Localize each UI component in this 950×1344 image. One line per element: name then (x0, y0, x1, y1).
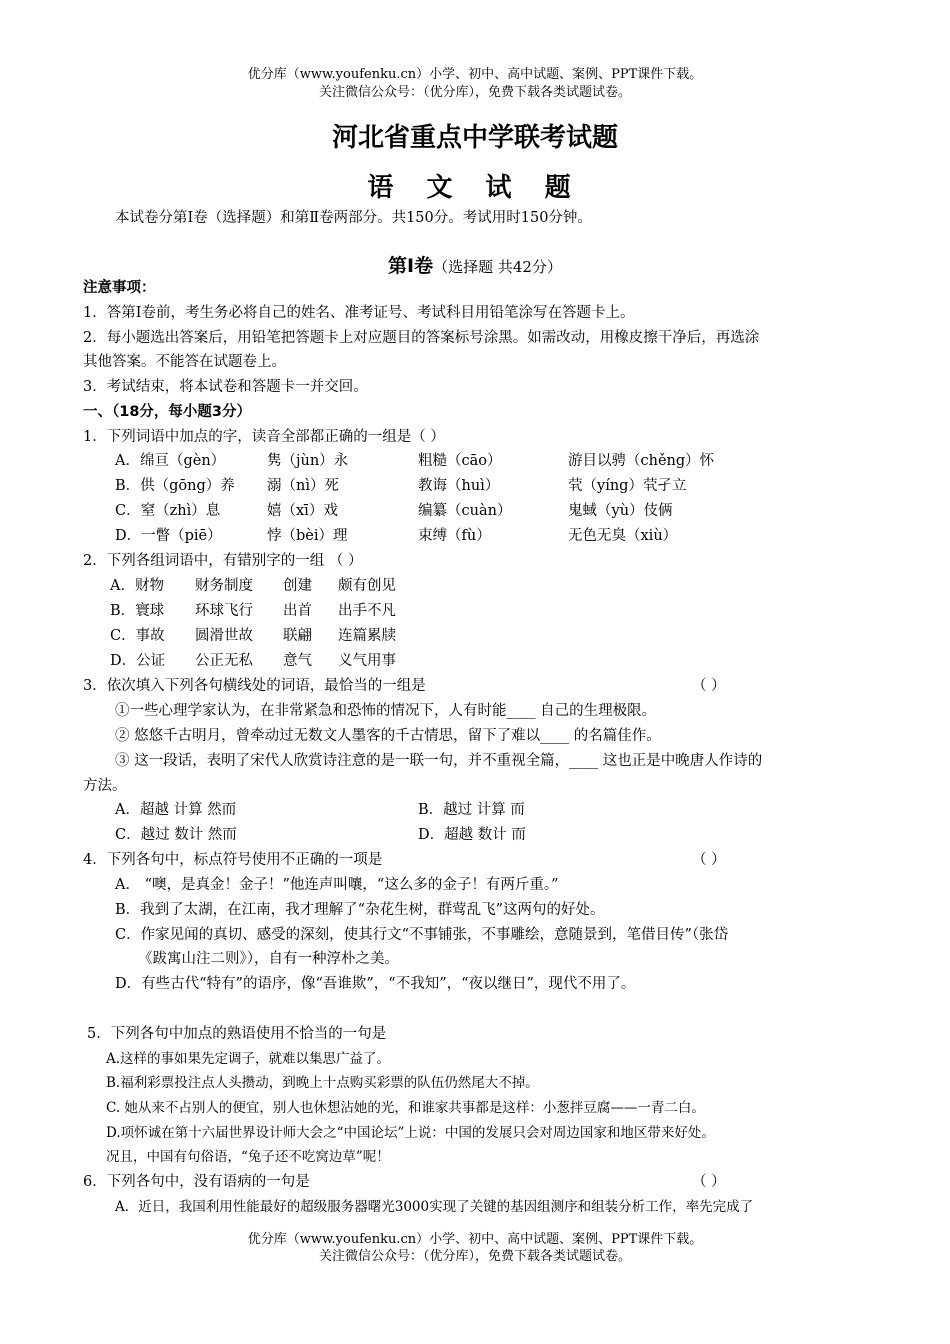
q3-stem: 3．依次填入下列各句横线处的词语，最恰当的一组是 (83, 678, 426, 694)
q1-stem: 1．下列词语中加点的字，读音全部都正确的一组是（ ） (83, 429, 445, 445)
q5-stem: 5．下列各句中加点的熟语使用不恰当的一句是 (87, 1026, 387, 1042)
q2-option: 出首 (283, 603, 312, 619)
notice-item: 1．答第Ⅰ卷前，考生务必将自己的姓名、准考证号、考试科目用铅笔涂写在答题卡上。 (83, 305, 635, 321)
q3-answer-paren: （ ） (692, 678, 726, 694)
q2-option: B．寰球 (110, 603, 165, 619)
q1-option: 粗糙（cāo） (418, 453, 502, 469)
section-note: （选择题 共42分） (433, 258, 562, 276)
q4-option: C．作家见闻的真切、感受的深刻，使其行文“不事铺张，不事雕绘，意随景到，笔借目传”（张岱 (115, 927, 729, 943)
q4-option: A． “噢，是真金！金子！”他连声叫嚷，“这么多的金子！有两斤重。” (115, 877, 559, 893)
q1-option: 无色无臭（xiù） (568, 528, 678, 544)
q2-option: 颇有创见 (338, 578, 396, 594)
notice-heading: 注意事项： (83, 280, 156, 296)
q4-stem: 4．下列各句中，标点符号使用不正确的一项是 (83, 852, 383, 868)
q5-option: B.福利彩票投注点人头攒动，到晚上十点购买彩票的队伍仍然尾大不掉。 (106, 1075, 539, 1091)
q4-option: D．有些古代“特有”的语序，像“吾谁欺”，“不我知”，“夜以继日”，现代不用了。 (115, 976, 636, 992)
q3-option: B．越过 计算 而 (418, 802, 525, 818)
notice-item: 其他答案。不能答在试题卷上。 (83, 354, 286, 370)
notice-item: 3．考试结束，将本试卷和答题卡一并交回。 (83, 379, 368, 395)
q6-answer-paren: （ ） (692, 1174, 726, 1190)
q1-option: 溺（nì）死 (267, 478, 339, 494)
q2-option: 意气 (283, 653, 312, 669)
q2-option: 财务制度 (195, 578, 253, 594)
q3-option: A．超越 计算 然而 (115, 802, 237, 818)
q5-option: 况且，中国有句俗语，“兔子还不吃窝边草”呢！ (106, 1149, 390, 1165)
q2-option: C．事故 (110, 628, 165, 644)
q1-option: 鬼蜮（yù）伎俩 (568, 503, 673, 519)
q1-option: A．绵亘（gèn） (115, 453, 226, 469)
header-line-1: 优分库（www.youfenku.cn）小学、初中、高中试题、案例、PPT课件下载。 (247, 67, 703, 82)
q1-option: 编纂（cuàn） (418, 503, 512, 519)
q3-option: D．超越 数计 而 (418, 827, 526, 843)
intro-text: 本试卷分第Ⅰ卷（选择题）和第Ⅱ卷两部分。共150分。考试用时150分钟。 (115, 210, 592, 226)
q1-option: 游目以骋（chěng）怀 (568, 453, 715, 469)
exam-title: 河北省重点中学联考试题 (331, 123, 618, 153)
q6-option: A．近日，我国利用性能最好的超级服务器曙光3000实现了关键的基因组测序和组装分析工作，率先完成了 (115, 1199, 754, 1215)
q2-option: 联翩 (283, 628, 312, 644)
q3-sentence: ② 悠悠千古明月，曾牵动过无数文人墨客的千古情思，留下了难以____ 的名篇佳作。 (115, 728, 661, 744)
q1-option: B．供（gōng）养 (115, 478, 235, 494)
q1-option: 教诲（huì） (418, 478, 500, 494)
q2-option: 公正无私 (195, 653, 253, 669)
q1-option: D．一瞥（piē） (115, 528, 222, 544)
q3-option: C．越过 数计 然而 (115, 827, 237, 843)
q5-option: D.项怀诚在第十六届世界设计师大会之“中国论坛”上说：中国的发展只会对周边国家和地区带来好处。 (106, 1125, 715, 1141)
q2-option: 创建 (283, 578, 312, 594)
q2-option: 出手不凡 (338, 603, 396, 619)
q4-answer-paren: （ ） (692, 852, 726, 868)
q1-option: C．窒（zhì）息 (115, 503, 221, 519)
q1-option: 隽（jùn）永 (267, 453, 349, 469)
q2-option: A．财物 (110, 578, 164, 594)
q2-stem: 2．下列各组词语中，有错别字的一组 （ ） (83, 553, 363, 569)
q2-option: 环球飞行 (195, 603, 253, 619)
q1-option: 束缚（fù） (418, 528, 491, 544)
q2-option: 圆滑世故 (195, 628, 253, 644)
section-name: 第Ⅰ卷 (388, 255, 434, 277)
q3-sentence: ③ 这一段话，表明了宋代人欣赏诗注意的是一联一句，并不重视全篇，____ 这也正是中晚唐人作诗的 (115, 753, 763, 769)
q1-option: 茕（yíng）茕孑立 (568, 478, 687, 494)
q3-sentence: 方法。 (83, 778, 127, 794)
q5-option: C. 她从来不占别人的便宜，别人也休想沾她的光，和谁家共事都是这样：小葱拌豆腐——一青二白。 (106, 1100, 705, 1116)
section-heading (0, 251, 950, 278)
q6-stem: 6．下列各句中，没有语病的一句是 (83, 1174, 310, 1190)
q1-option: 悖（bèi）理 (267, 528, 348, 544)
part-heading: 一、（18分，每小题3分） (83, 404, 252, 420)
exam-subtitle: 语 文 试 题 (367, 173, 583, 203)
q2-option: 义气用事 (338, 653, 396, 669)
q2-option: 连篇累牍 (338, 628, 396, 644)
header-line-2: 关注微信公众号：（优分库），免费下载各类试题试卷。 (318, 85, 631, 100)
q1-option: 嬉（xī）戏 (267, 503, 338, 519)
footer-line-1: 优分库（www.youfenku.cn）小学、初中、高中试题、案例、PPT课件下载。 (247, 1232, 703, 1247)
footer-line-2: 关注微信公众号：（优分库），免费下载各类试题试卷。 (318, 1249, 631, 1264)
notice-item: 2．每小题选出答案后，用铅笔把答题卡上对应题目的答案标号涂黑。如需改动，用橡皮擦干净后，再选涂 (83, 330, 760, 346)
q3-sentence: ①一些心理学家认为，在非常紧急和恐怖的情况下，人有时能____ 自己的生理极限。 (115, 703, 657, 719)
q4-option: 《跋寓山注二则》），自有一种淳朴之美。 (138, 951, 399, 967)
q2-option: D．公证 (110, 653, 166, 669)
q4-option: B．我到了太湖，在江南，我才理解了“杂花生树，群莺乱飞”这两句的好处。 (115, 902, 605, 918)
q5-option: A.这样的事如果先定调子，就难以集思广益了。 (106, 1051, 391, 1067)
